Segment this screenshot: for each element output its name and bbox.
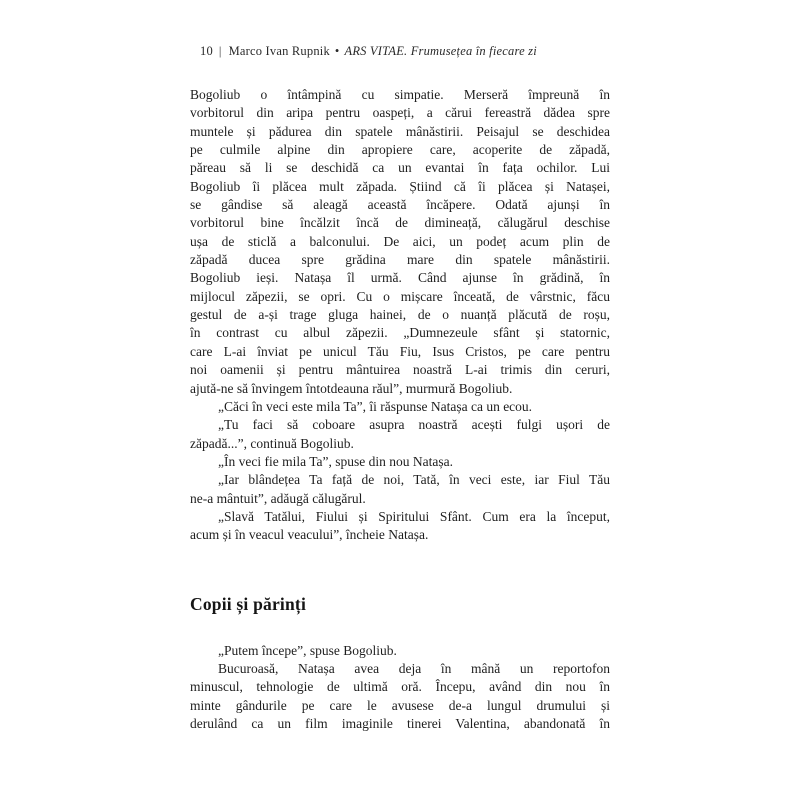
- text-line: acum și în veacul veacului”, încheie Natașa.: [190, 527, 429, 543]
- text-line: vorbitorul bine încălzit încă de dimineață, călugărul deschise: [190, 215, 610, 231]
- text-line: se gândise să aleagă această încăpere. Odată ajunși în: [190, 197, 610, 213]
- section-heading: Copii și părinți: [190, 593, 307, 614]
- text-line: ușa de sticlă a balconului. De aici, un podeț acum plin de: [190, 233, 610, 249]
- text-line: muntele și pădurea din spatele mânăstirii. Peisajul se deschidea: [190, 123, 610, 139]
- text-line: Bogoliub îi plăcea mult zăpada. Știind că îi plăcea și Natașei,: [190, 178, 610, 194]
- text-line: „Tu faci să coboare asupra noastră acești fulgi ușori de: [218, 417, 610, 433]
- text-line: Bogoliub o întâmpină cu simpatie. Merseră împreună în: [190, 87, 610, 102]
- text-line: „Slavă Tatălui, Fiului și Spiritului Sfânt. Cum era la început,: [218, 508, 610, 524]
- text-line: vorbitorul din aripa pentru oaspeți, a cărui fereastră dădea spre: [190, 105, 610, 121]
- paragraph: [190, 508, 610, 545]
- text-line: minuscul, tehnologie de ultimă oră. Începu, având din nou în: [190, 679, 610, 695]
- text-line: „Căci în veci este mila Ta”, îi răspunse Natașa ca un ecou.: [218, 398, 533, 414]
- text-line: „În veci fie mila Ta”, spuse din nou Natașa.: [218, 453, 453, 469]
- running-header: [200, 44, 537, 59]
- text-line: păreau să li se deschidă ca un evantai în fața ochilor. Lui: [190, 160, 610, 176]
- book-title: ARS VITAE.: [344, 44, 408, 58]
- paragraph: [190, 471, 610, 508]
- page-body: [190, 86, 610, 733]
- paragraph: [190, 398, 610, 416]
- paragraph: [190, 642, 610, 660]
- text-line: ajută-ne să învingem întotdeauna răul”, murmură Bogoliub.: [190, 380, 513, 396]
- text-line: pe culmile alpine din apropiere care, acoperite de zăpadă,: [190, 142, 610, 158]
- paragraph: [190, 416, 610, 453]
- text-line: Bogoliub ieși. Natașa îl urmă. Când ajunse în grădină, în: [190, 270, 610, 286]
- header-separator: |: [218, 44, 222, 58]
- text-line: „Iar blândețea Ta față de noi, Tată, în veci este, iar Fiul Tău: [218, 472, 610, 488]
- paragraph: [190, 453, 610, 471]
- text-line: Bucuroasă, Natașa avea deja în mână un reportofon: [218, 660, 610, 676]
- text-line: noi oamenii și pentru mântuirea noastră L-ai trimis din ceruri,: [190, 362, 610, 378]
- text-line: care L-ai înviat pe unicul Tău Fiu, Isus Cristos, pe care pentru: [190, 343, 610, 359]
- text-line: derulând ca un film imaginile tinerei Valentina, abandonată în: [190, 715, 610, 731]
- text-line: zăpadă ducea spre grădina mare din spatele mânăstirii.: [190, 252, 610, 268]
- paragraph: [190, 660, 610, 733]
- header-bullet: •: [334, 44, 340, 58]
- text-line: „Putem începe”, spuse Bogoliub.: [218, 642, 397, 658]
- paragraph: [190, 86, 610, 398]
- author-name: Marco Ivan Rupnik: [228, 44, 330, 58]
- text-line: minte gândurile pe care le avusese de-a lungul drumului și: [190, 697, 610, 713]
- book-subtitle: Frumusețea în fiecare zi: [410, 44, 537, 58]
- text-line: zăpadă...”, continuă Bogoliub.: [190, 435, 354, 451]
- text-line: ne-a mântuit”, adăugă călugărul.: [190, 490, 366, 506]
- text-line: gestul de a-și trage gluga hainei, de o nuanță plăcută de roșu,: [190, 307, 610, 323]
- text-line: mijlocul zăpezii, se opri. Cu o mișcare înceată, de vârstnic, făcu: [190, 288, 610, 304]
- page-number: 10: [200, 44, 213, 58]
- text-line: în contrast cu albul zăpezii. „Dumnezeule sfânt și statornic,: [190, 325, 610, 341]
